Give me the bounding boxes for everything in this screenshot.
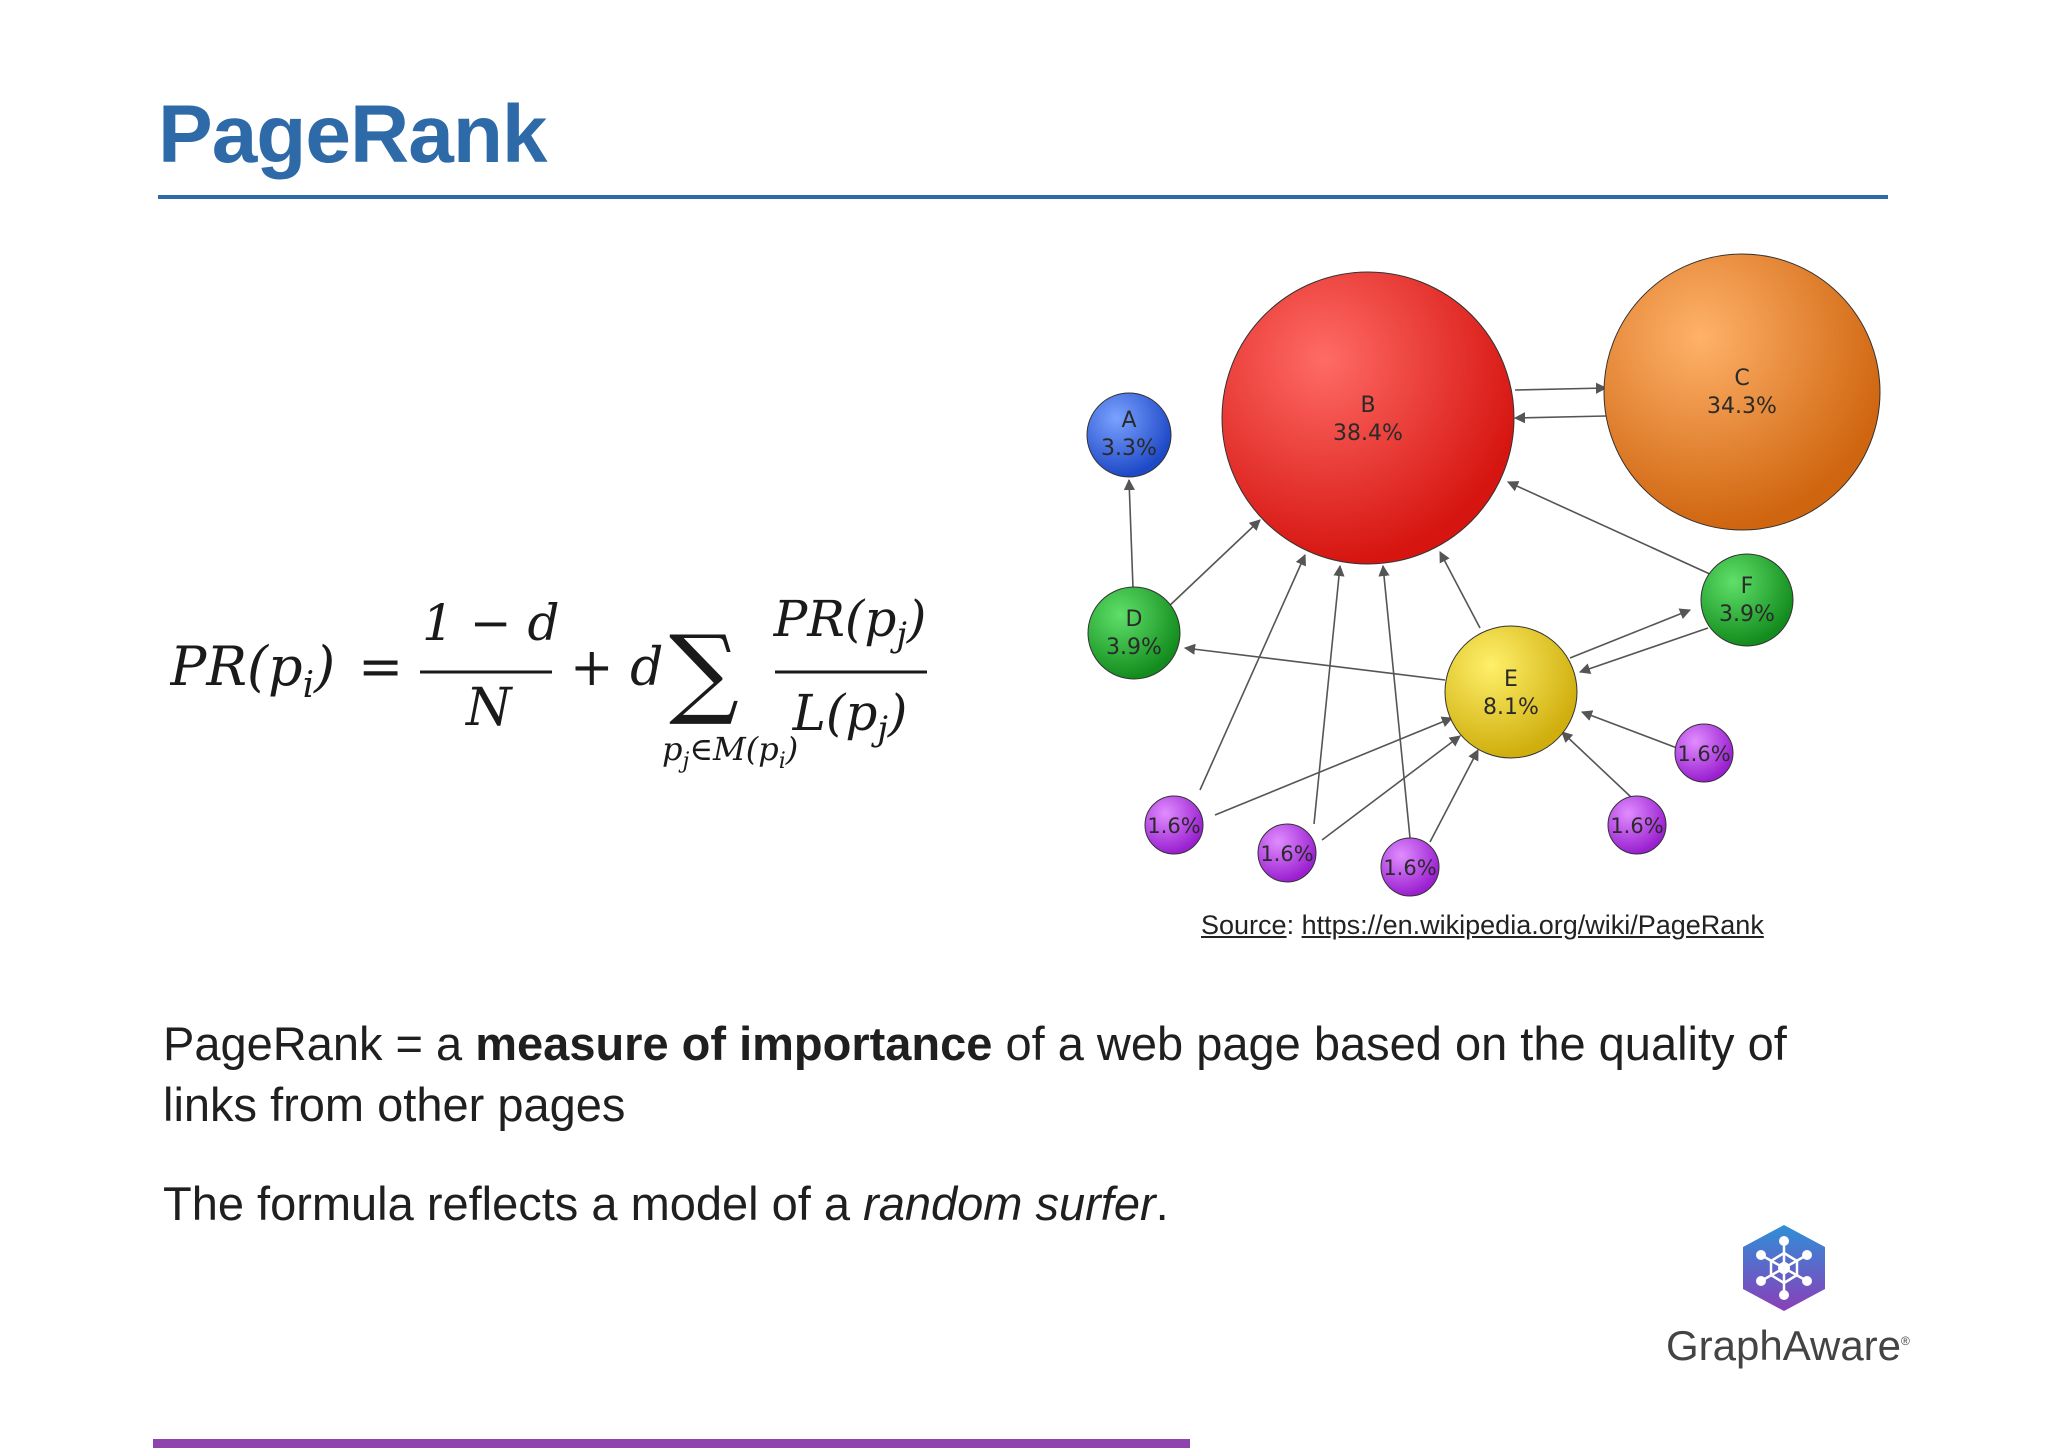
edge-e-to-d [1185, 648, 1445, 680]
node-f [1701, 554, 1793, 646]
definition-emphasis: measure of importance [475, 1017, 993, 1070]
svg-text:1.6%: 1.6% [1147, 814, 1201, 838]
svg-text:34.3%: 34.3% [1707, 394, 1777, 419]
svg-text:3.3%: 3.3% [1101, 436, 1157, 461]
random-surfer-paragraph: The formula reflects a model of a random surfer. [163, 1177, 1169, 1230]
edge-d-to-a [1129, 480, 1133, 588]
node-purple-1 [1145, 796, 1203, 854]
edge-p4-to-e [1562, 732, 1632, 798]
node-purple-3 [1381, 838, 1439, 896]
source-colon: : [1286, 910, 1302, 940]
formula-sum-subscript: $p_j\in M(p_i)$ [662, 730, 799, 774]
node-d [1088, 587, 1180, 679]
formula-lhs: $PR(p_i)$ [170, 635, 336, 706]
formula-frac1-num: 1 − d [422, 594, 560, 652]
formula-plus-d: + d [570, 638, 664, 698]
svg-text:A: A [1121, 408, 1137, 433]
edge-p1-to-b [1200, 555, 1305, 790]
svg-text:C: C [1734, 366, 1750, 391]
slide-title: PageRank [158, 89, 547, 180]
svg-text:38.4%: 38.4% [1333, 421, 1403, 446]
svg-text:E: E [1504, 667, 1518, 692]
graphaware-wordmark: GraphAware® [1666, 1322, 1910, 1369]
source-citation [1201, 910, 1764, 941]
svg-text:D: D [1125, 607, 1143, 632]
svg-text:1.6%: 1.6% [1677, 742, 1731, 766]
bottom-accent-bar [153, 1439, 1190, 1448]
edge-b-to-c [1515, 388, 1606, 390]
node-purple-2 [1258, 824, 1316, 882]
svg-text:1.6%: 1.6% [1610, 814, 1664, 838]
source-label: Source [1201, 910, 1287, 940]
edge-p2-to-b [1314, 566, 1340, 824]
svg-text:8.1%: 8.1% [1483, 695, 1539, 720]
node-b [1222, 272, 1514, 564]
edge-p3-to-e [1430, 750, 1478, 842]
formula-frac1-den: N [466, 678, 512, 738]
edge-f-to-e [1580, 628, 1708, 672]
svg-text:F: F [1740, 574, 1754, 599]
svg-text:B: B [1360, 393, 1376, 418]
formula-equals: = [358, 635, 404, 698]
edge-p5-to-e [1582, 712, 1677, 748]
node-e [1445, 626, 1577, 758]
graphaware-logo-icon [1741, 1223, 1827, 1313]
random-surfer-emphasis: random surfer [863, 1177, 1156, 1230]
edge-c-to-b [1515, 416, 1606, 418]
node-purple-5 [1675, 724, 1733, 782]
edge-p3-to-b [1383, 566, 1410, 838]
pagerank-formula [170, 580, 1050, 800]
formula-sum-sign: ∑ [669, 615, 739, 729]
source-link[interactable]: https://en.wikipedia.org/wiki/PageRank [1301, 910, 1764, 940]
edge-e-to-f [1570, 610, 1690, 658]
svg-text:1.6%: 1.6% [1260, 842, 1314, 866]
definition-paragraph: PageRank = a measure of importance of a web page based on the quality of links from other pages [163, 1017, 1787, 1131]
node-c [1604, 254, 1880, 530]
formula-frac2-den: $L(p_j)$ [792, 684, 908, 749]
svg-text:1.6%: 1.6% [1383, 856, 1437, 880]
node-purple-4 [1608, 796, 1666, 854]
graph-nodes [1087, 254, 1880, 896]
edge-d-to-b [1167, 520, 1260, 608]
formula-frac2-num: $PR(p_j)$ [773, 590, 927, 655]
edge-p1-to-e [1215, 718, 1452, 815]
node-a [1087, 393, 1171, 477]
edge-e-to-b [1440, 552, 1480, 628]
svg-text:3.9%: 3.9% [1719, 602, 1775, 627]
title-divider [158, 195, 1888, 199]
pagerank-graph [1060, 240, 1900, 900]
svg-text:3.9%: 3.9% [1106, 635, 1162, 660]
